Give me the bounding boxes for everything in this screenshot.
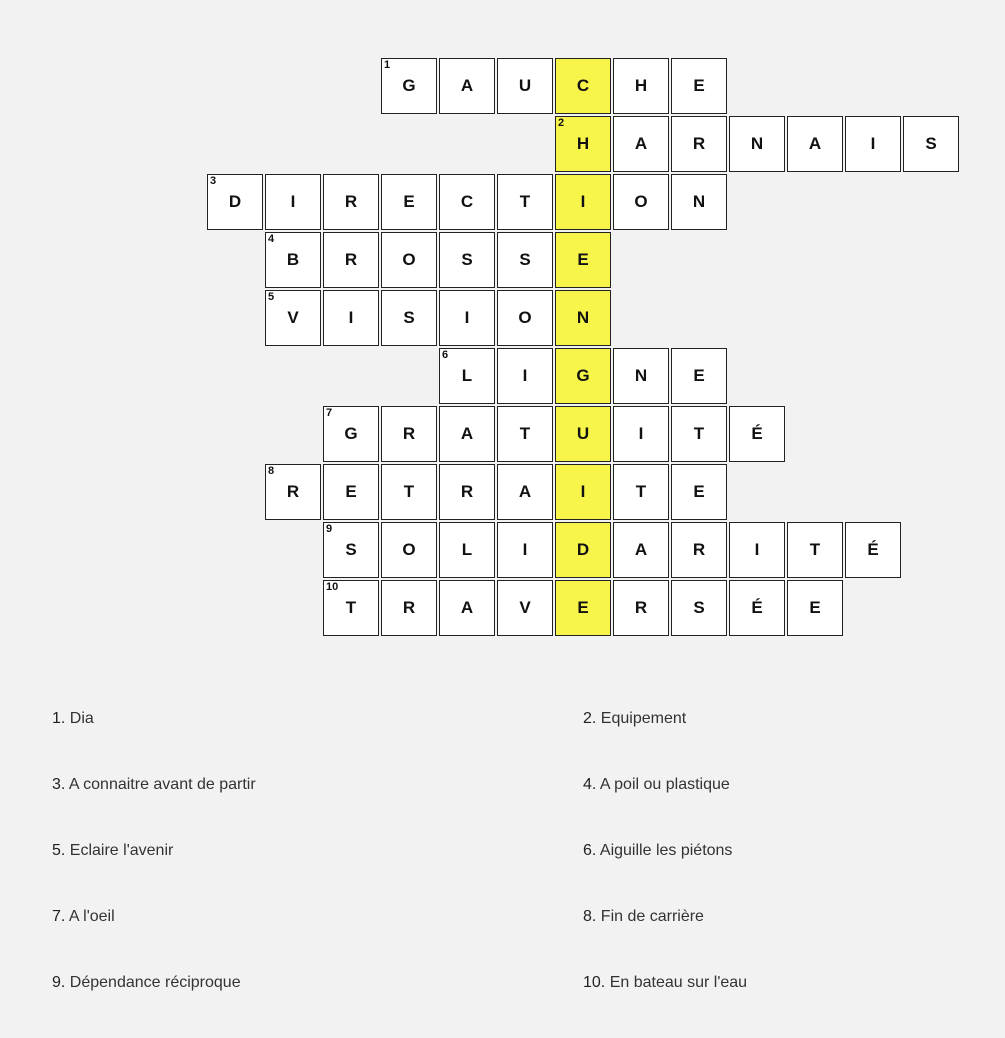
cell-letter: E [577, 598, 589, 617]
clue-number: 1. [52, 710, 66, 727]
grid-cell[interactable] [381, 58, 437, 114]
cell-letter: S [461, 250, 473, 269]
cell-letter: E [693, 482, 705, 501]
grid-cell[interactable] [555, 116, 611, 172]
clue-2 [583, 708, 952, 774]
cell-letter: T [809, 540, 821, 559]
cell-letter: A [518, 482, 532, 501]
cell-letter: I [290, 192, 296, 211]
word-number: 9 [326, 523, 333, 535]
grid-cell[interactable] [439, 174, 495, 230]
cell-letter: I [464, 308, 470, 327]
grid-cell[interactable] [207, 174, 263, 230]
clue-number: 4. [583, 776, 597, 793]
cell-letter: R [692, 540, 706, 559]
cell-letter: R [344, 192, 358, 211]
grid-cell[interactable] [381, 464, 437, 520]
grid-cell[interactable] [671, 116, 727, 172]
grid-cell[interactable] [381, 290, 437, 346]
grid-cell[interactable] [323, 232, 379, 288]
cell-letter: T [635, 482, 647, 501]
cell-letter: S [519, 250, 531, 269]
clue-text: A l'oeil [68, 908, 115, 925]
cell-letter: A [460, 598, 474, 617]
cell-letter: N [634, 366, 648, 385]
clue-8 [583, 906, 952, 972]
cell-letter: S [693, 598, 705, 617]
grid-cell[interactable] [671, 464, 727, 520]
cell-letter: R [344, 250, 358, 269]
cell-letter: A [634, 540, 648, 559]
grid-cell[interactable] [439, 58, 495, 114]
clue-number: 8. [583, 908, 597, 925]
cell-letter: É [751, 424, 763, 443]
clue-1 [52, 708, 583, 774]
word-number: 6 [442, 349, 449, 361]
clue-text: A connaitre avant de partir [68, 776, 256, 793]
cell-letter: A [808, 134, 822, 153]
grid-cell[interactable] [323, 290, 379, 346]
cell-letter: G [402, 76, 416, 95]
grid-cell[interactable] [671, 58, 727, 114]
cell-letter: C [576, 76, 590, 95]
cell-letter: G [344, 424, 358, 443]
grid-cell[interactable] [671, 580, 727, 636]
cell-letter: S [925, 134, 937, 153]
cell-letter: O [518, 308, 532, 327]
word-number: 4 [268, 233, 275, 245]
clue-number: 7. [52, 908, 66, 925]
grid-cell[interactable] [497, 580, 553, 636]
grid-cell[interactable] [265, 232, 321, 288]
clue-list [52, 708, 952, 1038]
cell-letter: R [402, 424, 416, 443]
grid-cell[interactable] [555, 290, 611, 346]
cell-letter: U [518, 76, 532, 95]
cell-letter: N [576, 308, 590, 327]
grid-cell[interactable] [323, 406, 379, 462]
grid-cell[interactable] [265, 174, 321, 230]
cell-letter: A [460, 424, 474, 443]
clue-text: En bateau sur l'eau [609, 974, 748, 991]
cell-letter: T [519, 424, 531, 443]
clue-number: 2. [583, 710, 597, 727]
cell-letter: B [286, 250, 300, 269]
cell-letter: V [519, 598, 531, 617]
cell-letter: H [634, 76, 648, 95]
grid-cell[interactable] [265, 290, 321, 346]
word-number: 8 [268, 465, 275, 477]
grid-cell[interactable] [497, 58, 553, 114]
grid-cell[interactable] [845, 116, 901, 172]
cell-letter: É [867, 540, 879, 559]
grid-cell[interactable] [903, 116, 959, 172]
clue-number: 6. [583, 842, 597, 859]
cell-letter: R [634, 598, 648, 617]
cell-letter: A [460, 76, 474, 95]
grid-cell[interactable] [613, 464, 669, 520]
grid-cell[interactable] [381, 406, 437, 462]
cell-letter: D [576, 540, 590, 559]
grid-cell[interactable] [787, 580, 843, 636]
clue-text: A poil ou plastique [599, 776, 730, 793]
cell-letter: T [403, 482, 415, 501]
grid-cell[interactable] [671, 522, 727, 578]
clue-text: Dia [69, 710, 94, 727]
cell-letter: N [692, 192, 706, 211]
cell-letter: T [693, 424, 705, 443]
grid-cell[interactable] [323, 464, 379, 520]
grid-cell[interactable] [613, 406, 669, 462]
grid-cell[interactable] [613, 58, 669, 114]
clue-5 [52, 840, 583, 906]
cell-letter: É [751, 598, 763, 617]
grid-cell[interactable] [497, 348, 553, 404]
clue-number: 5. [52, 842, 66, 859]
clue-number: 9. [52, 974, 66, 991]
cell-letter: S [345, 540, 357, 559]
grid-cell[interactable] [613, 348, 669, 404]
cell-letter: T [519, 192, 531, 211]
grid-cell[interactable] [613, 580, 669, 636]
cell-letter: I [580, 192, 586, 211]
word-number: 3 [210, 175, 217, 187]
cell-letter: E [345, 482, 357, 501]
grid-cell[interactable] [555, 58, 611, 114]
grid-cell[interactable] [323, 522, 379, 578]
grid-cell[interactable] [381, 522, 437, 578]
grid-cell[interactable] [555, 348, 611, 404]
cell-letter: R [286, 482, 300, 501]
grid-cell[interactable] [613, 174, 669, 230]
cell-letter: D [228, 192, 242, 211]
cell-letter: L [461, 540, 473, 559]
clue-6 [583, 840, 952, 906]
clue-7 [52, 906, 583, 972]
cell-letter: I [348, 308, 354, 327]
grid-cell[interactable] [497, 174, 553, 230]
grid-cell[interactable] [787, 522, 843, 578]
grid-cell[interactable] [381, 232, 437, 288]
grid-cell[interactable] [323, 174, 379, 230]
grid-cell[interactable] [845, 522, 901, 578]
cell-letter: O [634, 192, 648, 211]
cell-letter: L [461, 366, 473, 385]
grid-cell[interactable] [555, 580, 611, 636]
clue-10 [583, 972, 952, 1038]
cell-letter: I [754, 540, 760, 559]
word-number: 5 [268, 291, 275, 303]
grid-cell[interactable] [497, 464, 553, 520]
grid-cell[interactable] [613, 522, 669, 578]
grid-cell[interactable] [497, 522, 553, 578]
clue-text: Fin de carrière [600, 908, 704, 925]
clue-text: Dépendance réciproque [69, 974, 241, 991]
cell-letter: T [345, 598, 357, 617]
grid-cell[interactable] [729, 580, 785, 636]
clue-4 [583, 774, 952, 840]
word-number: 2 [558, 117, 565, 129]
cell-letter: I [580, 482, 586, 501]
cell-letter: I [638, 424, 644, 443]
clue-number: 3. [52, 776, 66, 793]
grid-cell[interactable] [381, 174, 437, 230]
cell-letter: R [460, 482, 474, 501]
grid-cell[interactable] [671, 174, 727, 230]
cell-letter: E [693, 366, 705, 385]
cell-letter: U [576, 424, 590, 443]
grid-cell[interactable] [439, 522, 495, 578]
cell-letter: A [634, 134, 648, 153]
grid-cell[interactable] [555, 232, 611, 288]
cell-letter: I [870, 134, 876, 153]
grid-cell[interactable] [497, 232, 553, 288]
grid-cell[interactable] [439, 290, 495, 346]
grid-cell[interactable] [787, 116, 843, 172]
grid-cell[interactable] [439, 348, 495, 404]
grid-cell[interactable] [439, 406, 495, 462]
cell-letter: I [522, 540, 528, 559]
cell-letter: O [402, 540, 416, 559]
grid-cell[interactable] [497, 406, 553, 462]
clue-text: Aiguille les piétons [599, 842, 733, 859]
clue-3 [52, 774, 583, 840]
grid-cell[interactable] [613, 116, 669, 172]
cell-letter: E [693, 76, 705, 95]
grid-cell[interactable] [265, 464, 321, 520]
cell-letter: H [576, 134, 590, 153]
grid-cell[interactable] [671, 348, 727, 404]
grid-cell[interactable] [729, 522, 785, 578]
cell-letter: E [403, 192, 415, 211]
cell-letter: R [692, 134, 706, 153]
grid-cell[interactable] [497, 290, 553, 346]
clue-9 [52, 972, 583, 1038]
cell-letter: G [576, 366, 590, 385]
grid-cell[interactable] [555, 464, 611, 520]
grid-cell[interactable] [729, 406, 785, 462]
grid-cell[interactable] [439, 232, 495, 288]
grid-cell[interactable] [555, 522, 611, 578]
clue-number: 10. [583, 974, 606, 991]
cell-letter: E [577, 250, 589, 269]
grid-cell[interactable] [323, 580, 379, 636]
cell-letter: R [402, 598, 416, 617]
cell-letter: O [402, 250, 416, 269]
grid-cell[interactable] [729, 116, 785, 172]
grid-cell[interactable] [555, 174, 611, 230]
word-number: 1 [384, 59, 391, 71]
cell-letter: E [809, 598, 821, 617]
grid-cell[interactable] [555, 406, 611, 462]
grid-cell[interactable] [381, 580, 437, 636]
grid-cell[interactable] [439, 580, 495, 636]
word-number: 7 [326, 407, 333, 419]
cell-letter: C [460, 192, 474, 211]
grid-cell[interactable] [671, 406, 727, 462]
cell-letter: I [522, 366, 528, 385]
clue-text: Equipement [600, 710, 687, 727]
cell-letter: N [750, 134, 764, 153]
cell-letter: V [287, 308, 299, 327]
clue-text: Eclaire l'avenir [69, 842, 174, 859]
word-number: 10 [326, 581, 339, 593]
cell-letter: S [403, 308, 415, 327]
grid-cell[interactable] [439, 464, 495, 520]
